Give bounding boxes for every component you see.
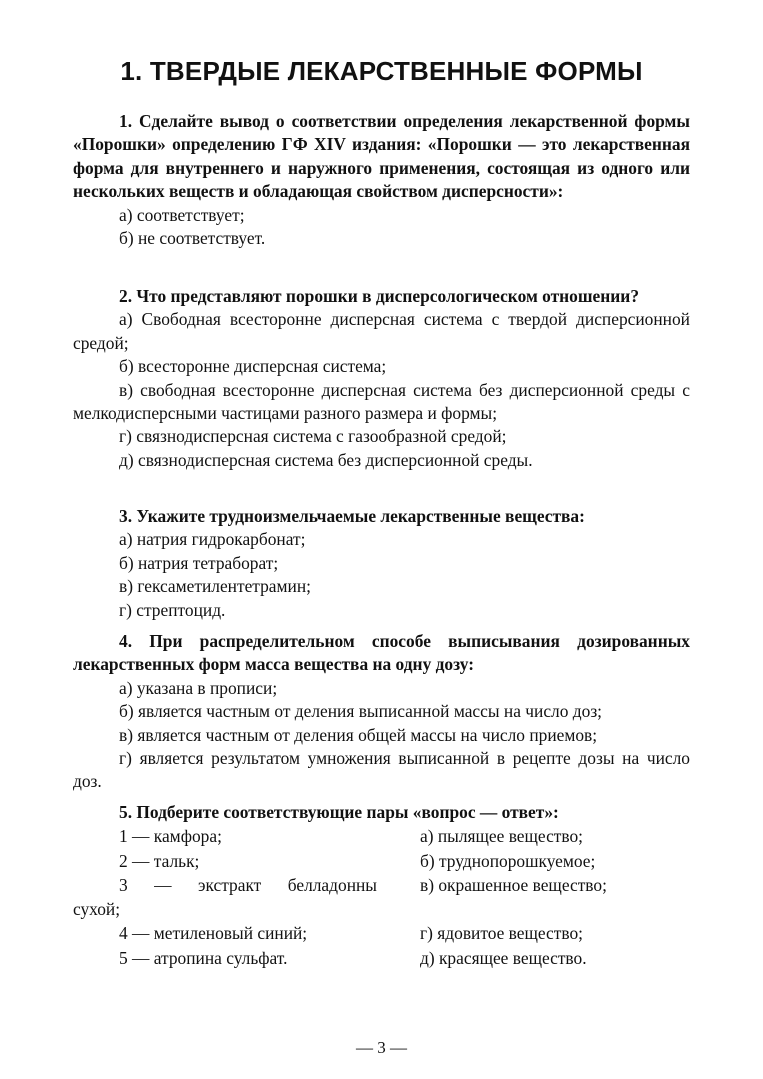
answer-option: в) гексаметилентетрамин; [119,576,311,597]
match-right: д) красящее вещество. [420,948,587,968]
question-text: 2. Что представляют порошки в дисперсологическом отношении? [119,286,640,306]
match-left: 1 — камфора; [119,826,222,846]
answer-option: в) свободная всесторонне дисперсная система без дисперсионной среды с мелкодисперсными частицами разного размера и формы; [73,379,690,424]
answer-option: а) указана в прописи; [119,677,278,698]
match-right: в) окрашенное вещество; [420,875,607,895]
question-1 [73,110,690,250]
match-left: 5 — атропина сульфат. [119,948,288,968]
answer-option: а) натрия гидрокарбонат; [119,529,306,550]
match-left: 3 — экстракт белладонны [119,875,377,895]
answer-option: г) является результатом умножения выписанной в рецепте дозы на число доз. [73,748,690,792]
answer-option: г) стрептоцид. [119,599,226,620]
answer-option: б) не соответствует. [119,228,266,249]
match-left: 2 — тальк; [119,851,200,871]
page-number: — 3 — [356,1038,407,1057]
answer-option: а) соответствует; [119,204,245,225]
match-left-continuation: сухой; [73,899,121,919]
question-2 [73,285,690,472]
question-text: 4. При распределительном способе выписывания дозированных лекарственных форм масса вещества на одну дозу: [73,631,690,675]
page-number-value: 3 [377,1038,386,1057]
question-3 [73,505,690,622]
question-5 [73,801,690,824]
match-right: а) пылящее вещество; [420,826,584,846]
answer-option: б) всесторонне дисперсная система; [119,356,387,377]
answer-option: б) является частным от деления выписанной массы на число доз; [119,701,603,722]
answer-option: г) связнодисперсная система с газообразной средой; [119,426,507,447]
match-right: б) труднопорошкуемое; [420,851,596,871]
answer-option: в) является частным от деления общей массы на число приемов; [119,724,598,745]
match-left: 4 — метиленовый синий; [119,923,308,943]
question-text: 5. Подберите соответствующие пары «вопрос — ответ»: [119,802,559,822]
page-title: 1. ТВЕРДЫЕ ЛЕКАРСТВЕННЫЕ ФОРМЫ [120,56,643,86]
answer-option: а) Свободная всесторонне дисперсная система с твердой дисперсионной средой; [73,309,690,353]
match-right: г) ядовитое вещество; [420,923,583,943]
answer-option: б) натрия тетраборат; [119,552,279,573]
question-4 [73,630,690,794]
question-text: 1. Сделайте вывод о соответствии определения лекарственной формы «Порошки» определению ГФ XIV издания: «Порошки — это лекарственная форма для внутреннего и наружного применения, состоящая из одного или нескольких веществ и обладающая свойством дисперсности»: [73,111,690,202]
question-text: 3. Укажите трудноизмельчаемые лекарственные вещества: [119,506,585,526]
answer-option: д) связнодисперсная система без дисперсионной среды. [119,449,533,470]
